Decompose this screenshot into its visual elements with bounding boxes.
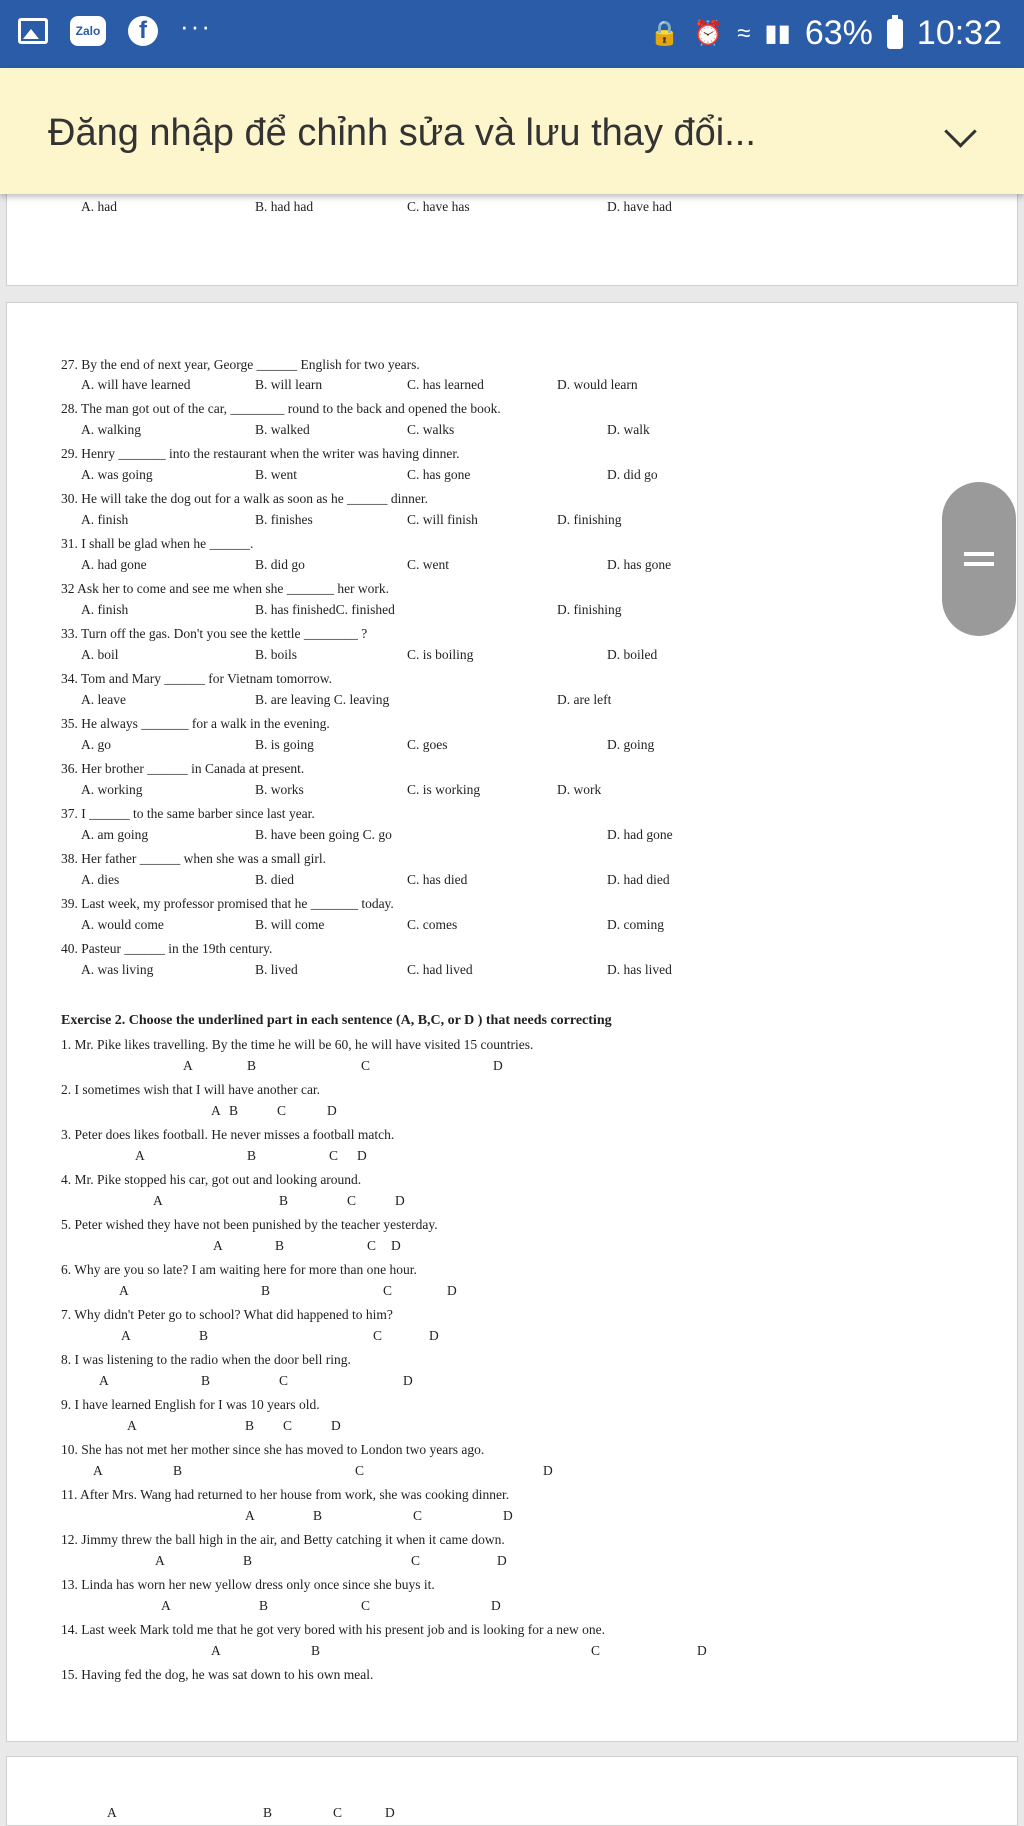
label-b: B [261,1283,271,1298]
label-b: B [275,1238,285,1253]
label-a: A [99,1373,109,1388]
lock-icon: 🔒 [649,20,680,47]
document-page [6,1756,1018,1826]
document-page [6,302,1018,1742]
option-b: B. has finishedC. finished [255,602,395,617]
label-c: C [361,1598,371,1613]
option-c: C. went [407,557,449,572]
alarm-icon: ⏰ [693,20,724,47]
label-c: C [279,1373,289,1388]
option-d: D. work [557,782,602,797]
option-d: D. finishing [557,512,622,527]
label-a: A [107,1805,117,1820]
label-b: B [229,1103,239,1118]
option-c: C. have has [407,199,470,214]
sentence: 15. Having fed the dog, he was sat down to his own meal. [61,1667,374,1682]
option-d: D. finishing [557,602,622,617]
option-a: A. boil [81,647,119,662]
signal-icon: ▮▮ [764,20,791,47]
option-a: A. was living [81,962,154,977]
label-d: D [447,1283,457,1298]
label-c: C [413,1508,423,1523]
option-a: A. had gone [81,557,147,572]
sentence: 1. Mr. Pike likes travelling. By the time he will be 60, he will have visited 15 countries. [61,1037,534,1052]
label-b: B [259,1598,269,1613]
label-d: D [403,1373,413,1388]
option-c: C. had lived [407,962,473,977]
label-c: C [383,1283,393,1298]
option-d: D. have had [607,199,672,214]
option-b: B. works [255,782,304,797]
question-text: 28. The man got out of the car, ________ round to the back and opened the book. [61,401,501,416]
option-b: B. will come [255,917,325,932]
label-a: A [119,1283,129,1298]
label-a: A [211,1643,221,1658]
option-d: D. has lived [607,962,672,977]
more-notifications-icon: ··· [180,10,212,41]
option-d: D. had died [607,872,670,887]
label-a: A [211,1103,221,1118]
option-c: C. has learned [407,377,484,392]
question-text: 36. Her brother ______ in Canada at present. [61,761,305,776]
sentence: 12. Jimmy threw the ball high in the air, and Betty catching it when it came down. [61,1532,505,1547]
label-a: A [213,1238,223,1253]
document-page [6,190,1018,286]
option-d: D. boiled [607,647,658,662]
option-a: A. finish [81,512,129,527]
label-d: D [385,1805,395,1820]
option-a: A. will have learned [81,377,191,392]
option-c: C. has died [407,872,468,887]
option-c: C. has gone [407,467,471,482]
label-a: A [93,1463,103,1478]
question-text: 32 Ask her to come and see me when she _______ her work. [61,581,390,596]
option-c: C. comes [407,917,458,932]
option-d: D. would learn [557,377,638,392]
label-c: C [329,1148,339,1163]
label-b: B [173,1463,183,1478]
option-b: B. did go [255,557,305,572]
option-b: B. finishes [255,512,313,527]
battery-percent: 63% [804,14,873,52]
option-a: A. would come [81,917,164,932]
option-c: C. walks [407,422,455,437]
label-b: B [243,1553,253,1568]
label-a: A [161,1598,171,1613]
label-c: C [333,1805,343,1820]
label-d: D [491,1598,501,1613]
edit-login-banner[interactable] [0,68,1024,194]
sentence: 2. I sometimes wish that I will have another car. [61,1082,321,1097]
sentence: 10. She has not met her mother since she has moved to London two years ago. [61,1442,485,1457]
label-a: A [183,1058,193,1073]
label-b: B [199,1328,209,1343]
option-b: B. are leaving C. leaving [255,692,390,707]
label-d: D [493,1058,503,1073]
sentence: 5. Peter wished they have not been punished by the teacher yesterday. [61,1217,438,1232]
sentence: 8. I was listening to the radio when the door bell ring. [61,1352,351,1367]
label-b: B [311,1643,321,1658]
label-c: C [591,1643,601,1658]
label-b: B [201,1373,211,1388]
option-c: C. is boiling [407,647,474,662]
label-d: D [497,1553,507,1568]
sentence: 13. Linda has worn her new yellow dress only once since she buys it. [61,1577,435,1592]
option-b: B. is going [255,737,314,752]
option-a: A. leave [81,692,126,707]
battery-icon [887,19,903,49]
exercise-title: Exercise 2. Choose the underlined part in each sentence (A, B,C, or D ) that needs correcting [61,1013,612,1028]
option-a: A. working [81,782,143,797]
label-c: C [367,1238,377,1253]
option-b: B. died [255,872,294,887]
chevron-down-icon[interactable] [944,115,977,148]
status-bar [0,0,1024,68]
label-b: B [313,1508,323,1523]
label-c: C [277,1103,287,1118]
label-c: C [373,1328,383,1343]
label-a: A [127,1418,137,1433]
label-a: A [155,1553,165,1568]
label-d: D [395,1193,405,1208]
label-b: B [247,1058,257,1073]
option-d: D. going [607,737,655,752]
question-text: 30. He will take the dog out for a walk as soon as he ______ dinner. [61,491,429,506]
option-b: B. had had [255,199,314,214]
option-a: A. dies [81,872,120,887]
question-text: 27. By the end of next year, George ______ English for two years. [61,357,420,372]
option-b: B. will learn [255,377,323,392]
label-c: C [347,1193,357,1208]
option-b: B. boils [255,647,298,662]
option-c: C. is working [407,782,481,797]
label-c: C [355,1463,365,1478]
sentence: 7. Why didn't Peter go to school? What did happened to him? [61,1307,393,1322]
banner-text: Đăng nhập để chỉnh sửa và lưu thay đổi... [48,112,756,154]
option-c: C. goes [407,737,448,752]
wifi-icon: ≈ [737,19,751,47]
label-d: D [357,1148,367,1163]
label-d: D [327,1103,337,1118]
option-b: B. have been going C. go [255,827,392,842]
sentence: 4. Mr. Pike stopped his car, got out and looking around. [61,1172,362,1187]
label-b: B [247,1148,257,1163]
label-b: B [279,1193,289,1208]
label-d: D [503,1508,513,1523]
option-c: C. will finish [407,512,478,527]
label-b: B [245,1418,255,1433]
label-c: C [283,1418,293,1433]
option-a: A. walking [81,422,141,437]
label-d: D [391,1238,401,1253]
label-a: A [135,1148,145,1163]
fast-scroll-handle[interactable] [942,482,1016,636]
option-d: D. had gone [607,827,673,842]
option-a: A. go [81,737,111,752]
option-b: B. went [255,467,297,482]
question-text: 31. I shall be glad when he ______. [61,536,254,551]
label-d: D [429,1328,439,1343]
label-d: D [697,1643,707,1658]
gallery-icon [18,18,48,44]
question-text: 29. Henry _______ into the restaurant when the writer was having dinner. [61,446,460,461]
option-a: A. am going [81,827,149,842]
label-d: D [543,1463,553,1478]
label-b: B [263,1805,273,1820]
sentence: 11. After Mrs. Wang had returned to her house from work, she was cooking dinner. [61,1487,510,1502]
label-c: C [361,1058,371,1073]
sentence: 9. I have learned English for I was 10 years old. [61,1397,320,1412]
question-text: 33. Turn off the gas. Don't you see the kettle ________ ? [61,626,368,641]
option-d: D. walk [607,422,650,437]
label-d: D [331,1418,341,1433]
facebook-icon: f [128,16,158,46]
question-text: 34. Tom and Mary ______ for Vietnam tomorrow. [61,671,332,686]
sentence: 6. Why are you so late? I am waiting here for more than one hour. [61,1262,417,1277]
label-c: C [411,1553,421,1568]
clock: 10:32 [916,14,1002,52]
sentence: 3. Peter does likes football. He never misses a football match. [61,1127,395,1142]
option-d: D. coming [607,917,664,932]
label-a: A [121,1328,131,1343]
zalo-icon: Zalo [70,16,106,46]
question-text: 38. Her father ______ when she was a small girl. [61,851,327,866]
question-text: 37. I ______ to the same barber since last year. [61,806,315,821]
option-a: A. was going [81,467,153,482]
option-b: B. lived [255,962,298,977]
option-a: A. finish [81,602,129,617]
option-d: D. has gone [607,557,672,572]
option-d: D. did go [607,467,658,482]
option-b: B. walked [255,422,310,437]
label-a: A [153,1193,163,1208]
option-d: D. are left [557,692,612,707]
label-a: A [245,1508,255,1523]
question-text: 40. Pasteur ______ in the 19th century. [61,941,273,956]
question-text: 35. He always _______ for a walk in the evening. [61,716,330,731]
sentence: 14. Last week Mark told me that he got very bored with his present job and is looking for a new one. [61,1622,606,1637]
option-a: A. had [81,199,117,214]
question-text: 39. Last week, my professor promised that he _______ today. [61,896,394,911]
